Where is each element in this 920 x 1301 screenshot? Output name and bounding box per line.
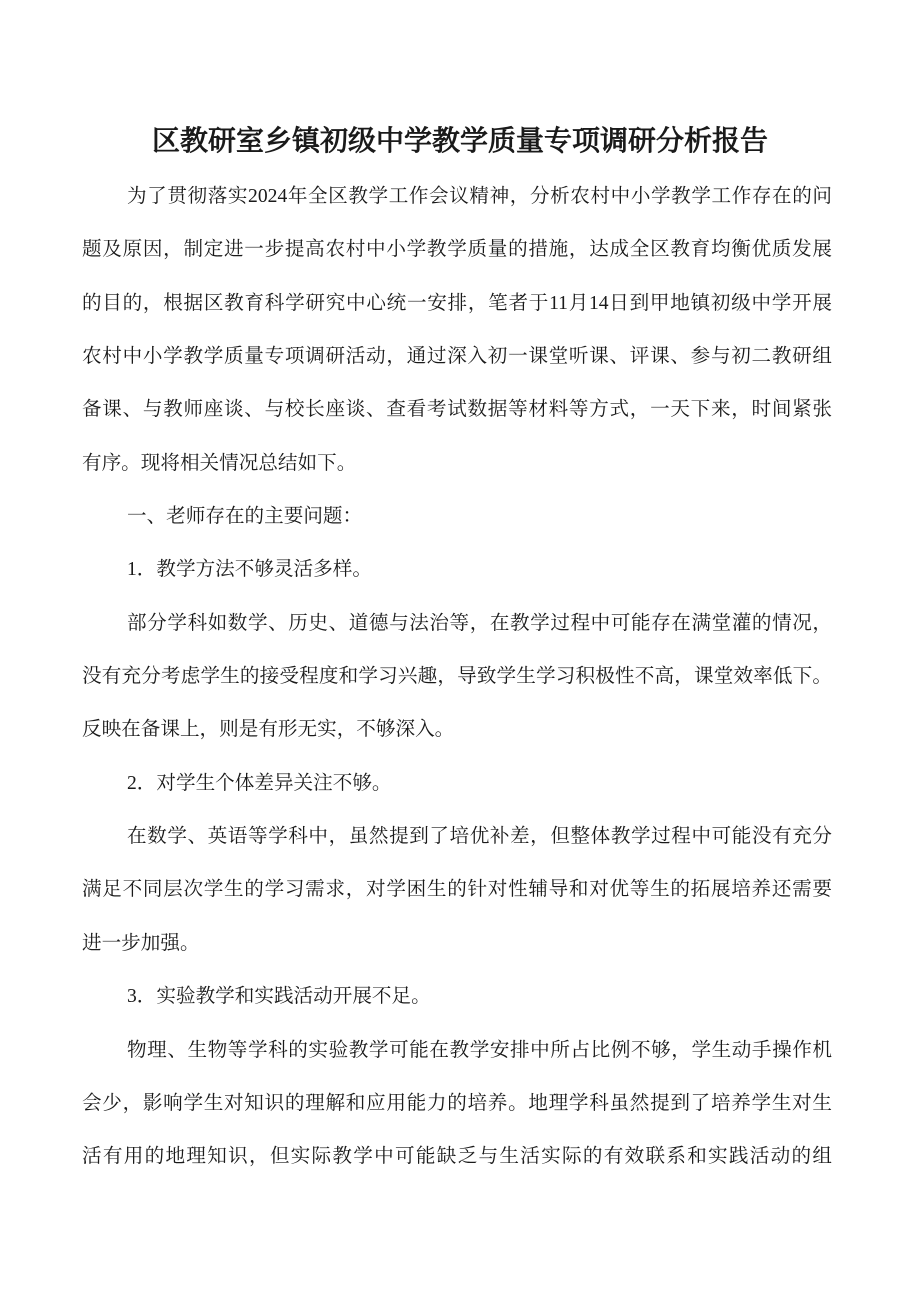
text-line: 在数学、英语等学科中，虽然提到了培优补差，但整体教学过程中可能没有充分 — [127, 826, 832, 848]
text-line: 物理、生物等学科的实验教学可能在教学安排中所占比例不够，学生动手操作机 — [127, 1039, 832, 1061]
text-line: 部分学科如数学、历史、道德与法治等，在教学过程中可能存在满堂灌的情况， — [127, 612, 832, 634]
text-line: 为了贯彻落实2024年全区教学工作会议精神，分析农村中小学教学工作存在的问 — [127, 186, 832, 207]
text-line: 进一步加强。 — [82, 932, 200, 954]
text-line: 反映在备课上，则是有形无实，不够深入。 — [82, 719, 455, 741]
text-line: 的目的，根据区教育科学研究中心统一安排，笔者于11月14日到甲地镇初级中学开展 — [82, 292, 832, 314]
numbered-item-heading: 2．对学生个体差异关注不够。 — [127, 772, 392, 794]
text-line: 题及原因，制定进一步提高农村中小学教学质量的措施，达成全区教育均衡优质发展 — [82, 239, 832, 261]
text-line: 备课、与教师座谈、与校长座谈、查看考试数据等材料等方式，一天下来，时间紧张 — [82, 399, 832, 421]
text-line: 没有充分考虑学生的接受程度和学习兴趣，导致学生学习积极性不高，课堂效率低下。 — [82, 666, 832, 688]
text-line: 活有用的地理知识，但实际教学中可能缺乏与生活实际的有效联系和实践活动的组 — [82, 1146, 832, 1168]
numbered-item-heading: 3．实验教学和实践活动开展不足。 — [127, 986, 431, 1008]
numbered-item-heading: 1．教学方法不够灵活多样。 — [127, 559, 372, 581]
document-title: 区教研室乡镇初级中学教学质量专项调研分析报告 — [151, 126, 768, 157]
section-heading: 一、老师存在的主要问题： — [127, 506, 363, 528]
text-line: 农村中小学教学质量专项调研活动，通过深入初一课堂听课、评课、参与初二教研组 — [82, 346, 832, 368]
text-line: 满足不同层次学生的学习需求，对学困生的针对性辅导和对优等生的拓展培养还需要 — [82, 879, 832, 901]
document-body — [0, 170, 920, 1184]
text-line: 有序。现将相关情况总结如下。 — [82, 452, 357, 474]
text-line: 会少，影响学生对知识的理解和应用能力的培养。地理学科虽然提到了培养学生对生 — [82, 1092, 832, 1114]
